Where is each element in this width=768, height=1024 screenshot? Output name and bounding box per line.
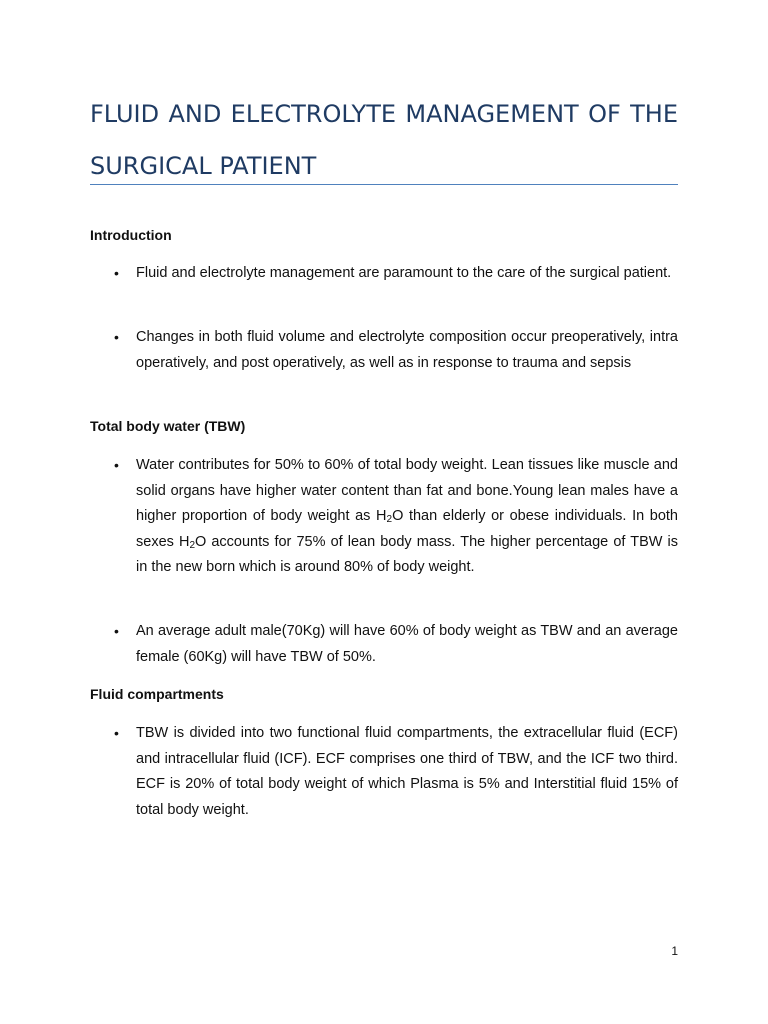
subscript: 2 xyxy=(189,539,195,551)
bullet-text: TBW is divided into two functional fluid compartments, the extracellular fluid (ECF) and intracellular fluid (ICF). ECF comprises one third of TBW, and the ICF two third. ECF is 20% of total body weight of which Plasma is 5% and Interstitial fluid 15% of total body weight. xyxy=(136,725,678,818)
bullet-text: Changes in both fluid volume and electrolyte composition occur preoperatively, intra operatively, and post operatively, as well as in response to trauma and sepsis xyxy=(136,329,678,371)
subscript: 2 xyxy=(386,514,393,525)
bullet-item xyxy=(114,453,678,581)
bullet-item xyxy=(114,325,678,376)
bullet-item xyxy=(114,619,678,670)
bullet-text xyxy=(136,453,678,581)
bullet-marker: • xyxy=(114,725,119,741)
bullet-marker: • xyxy=(114,457,119,473)
title-underline xyxy=(90,184,678,185)
heading-introduction: Introduction xyxy=(90,227,172,243)
bullet-marker: • xyxy=(114,623,119,639)
bullet-item xyxy=(114,261,678,287)
page-number: 1 xyxy=(671,944,678,958)
bullet-marker: • xyxy=(114,265,119,281)
bullet-marker: • xyxy=(114,329,119,345)
text-run: Water contributes for 50% to 60% of total body weight. Lean tissues like muscle and solid organs have higher water content than fat and bone.Young lean males have a higher proportion of body weight as H xyxy=(136,457,678,524)
text-run: O accounts for 75% of lean body mass. The higher percentage of TBW is in the new born which is around 80% of body weight. xyxy=(136,533,678,575)
heading-total-body-water: Total body water (TBW) xyxy=(90,418,246,434)
bullet-item xyxy=(114,721,678,823)
bullet-text: An average adult male(70Kg) will have 60% of body weight as TBW and an average female (60Kg) will have TBW of 50%. xyxy=(136,623,678,665)
document-title: FLUID AND ELECTROLYTE MANAGEMENT OF THE SURGICAL PATIENT xyxy=(90,100,678,180)
text-run: O than elderly or obese individuals. In both sexes H xyxy=(136,508,678,550)
bullet-text: Fluid and electrolyte management are paramount to the care of the surgical patient. xyxy=(136,265,672,281)
heading-fluid-compartments: Fluid compartments xyxy=(90,686,224,702)
